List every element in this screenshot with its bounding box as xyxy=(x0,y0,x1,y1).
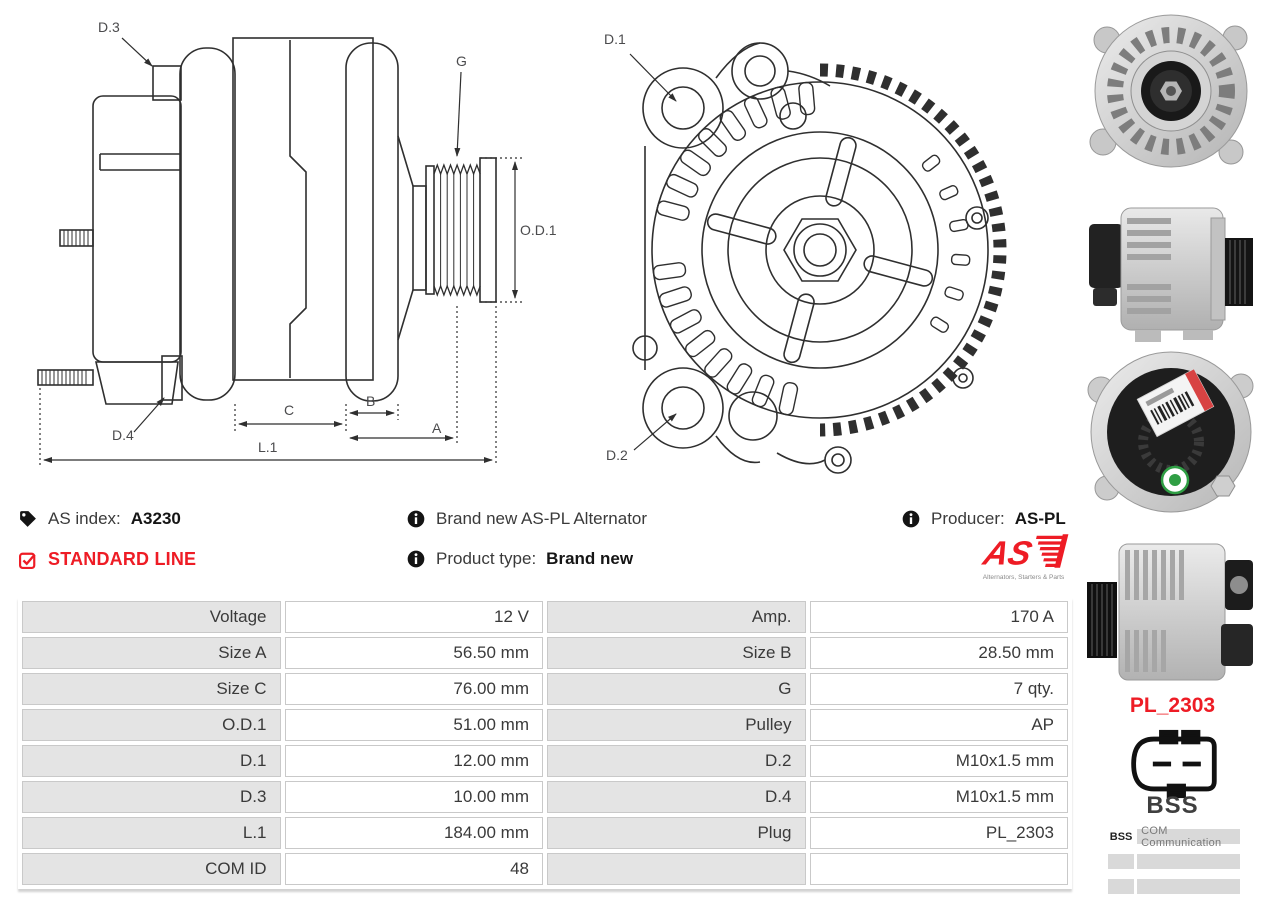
spec-row xyxy=(22,601,1068,633)
spec-label-cell: Pulley xyxy=(547,709,806,741)
spec-value-cell: 76.00 mm xyxy=(285,673,544,705)
spec-value-cell xyxy=(810,853,1069,885)
producer-label: Producer: xyxy=(931,509,1005,528)
spec-row xyxy=(22,781,1068,813)
product-photos xyxy=(1083,0,1263,700)
plug-name: PL_2303 xyxy=(1129,694,1216,717)
logo-tagline: Alternators, Starters & Parts xyxy=(982,574,1065,581)
dim-label-od1: O.D.1 xyxy=(520,222,557,238)
spec-value-cell: 28.50 mm xyxy=(810,637,1069,669)
info-icon xyxy=(406,509,426,529)
spec-label-cell: Voltage xyxy=(22,601,281,633)
spec-table xyxy=(18,597,1072,889)
dim-label-d4: D.4 xyxy=(112,427,134,443)
dim-label-g: G xyxy=(456,53,467,69)
photo-front-view xyxy=(1083,6,1261,176)
dim-label-d3: D.3 xyxy=(98,19,120,35)
spec-label-cell: D.1 xyxy=(22,745,281,777)
info-icon xyxy=(901,509,921,529)
as-index-value: A3230 xyxy=(130,509,181,528)
badge-row xyxy=(1108,824,1240,849)
as-pl-logo xyxy=(978,530,1074,588)
logo-as-text: AS xyxy=(979,535,1036,573)
front-view-drawing xyxy=(588,8,1068,480)
dim-label-d2: D.2 xyxy=(606,447,628,463)
checkbox-check-icon xyxy=(18,550,38,570)
producer-row xyxy=(901,509,1066,529)
spec-label-cell: Amp. xyxy=(547,601,806,633)
spec-value-cell: M10x1.5 mm xyxy=(810,781,1069,813)
spec-label-cell: L.1 xyxy=(22,817,281,849)
spec-row xyxy=(22,673,1068,705)
spec-label-cell: D.2 xyxy=(547,745,806,777)
dim-label-c: C xyxy=(284,402,295,418)
spec-value-cell: PL_2303 xyxy=(810,817,1069,849)
spec-value-cell: 12.00 mm xyxy=(285,745,544,777)
product-type-value: Brand new xyxy=(546,549,634,568)
spec-value-cell: M10x1.5 mm xyxy=(810,745,1069,777)
spec-value-cell: 7 qty. xyxy=(810,673,1069,705)
spec-label-cell: Plug xyxy=(547,817,806,849)
spec-label-cell: D.4 xyxy=(547,781,806,813)
spec-value-cell: 56.50 mm xyxy=(285,637,544,669)
product-type-row xyxy=(406,549,633,569)
product-type-label: Product type: xyxy=(436,549,537,568)
badge-key: BSS xyxy=(1109,830,1133,843)
as-index-row xyxy=(18,509,181,529)
spec-label-cell: Size C xyxy=(22,673,281,705)
photo-side-view-pulley xyxy=(1083,530,1261,690)
spec-label-cell xyxy=(547,853,806,885)
d3-target-lug xyxy=(153,66,181,100)
spec-row xyxy=(22,709,1068,741)
spec-value-cell: 10.00 mm xyxy=(285,781,544,813)
spec-row xyxy=(22,817,1068,849)
spec-value-cell: 12 V xyxy=(285,601,544,633)
standard-line-row xyxy=(18,549,196,570)
badge-row-empty xyxy=(1108,879,1240,894)
spec-row xyxy=(22,745,1068,777)
standard-line-label: STANDARD LINE xyxy=(48,549,197,569)
dim-label-l1: L.1 xyxy=(258,439,278,455)
plug-type-label: BSS xyxy=(1146,792,1199,819)
dim-label-b: B xyxy=(366,393,376,409)
spec-label-cell: D.3 xyxy=(22,781,281,813)
spec-value-cell: 170 A xyxy=(810,601,1069,633)
spec-label-cell: Size A xyxy=(22,637,281,669)
spec-label-cell: G xyxy=(547,673,806,705)
spec-label-cell: Size B xyxy=(547,637,806,669)
producer-value: AS-PL xyxy=(1014,509,1066,528)
badge-row-empty xyxy=(1108,854,1240,869)
spec-value-cell: 51.00 mm xyxy=(285,709,544,741)
description-text: Brand new AS-PL Alternator xyxy=(436,509,648,528)
bss-connector-icon xyxy=(1125,728,1221,800)
photo-rear-view xyxy=(1083,346,1261,518)
spec-label-cell: COM ID xyxy=(22,853,281,885)
tag-icon xyxy=(18,509,38,529)
side-view-drawing xyxy=(28,8,558,478)
dim-label-d1: D.1 xyxy=(604,31,626,47)
spec-value-cell: 184.00 mm xyxy=(285,817,544,849)
d2-target-hole xyxy=(662,387,704,429)
info-icon xyxy=(406,549,426,569)
spec-value-cell: 48 xyxy=(285,853,544,885)
badge-value: COM Communication xyxy=(1137,829,1240,844)
plug-com-badge xyxy=(1108,824,1240,904)
spec-row xyxy=(22,637,1068,669)
spec-value-cell: AP xyxy=(810,709,1069,741)
dim-label-a: A xyxy=(432,420,442,436)
as-index-label: AS index: xyxy=(48,509,121,528)
description-row xyxy=(406,509,647,529)
photo-side-view-connector xyxy=(1083,188,1261,346)
spec-label-cell: O.D.1 xyxy=(22,709,281,741)
spec-row xyxy=(22,853,1068,885)
